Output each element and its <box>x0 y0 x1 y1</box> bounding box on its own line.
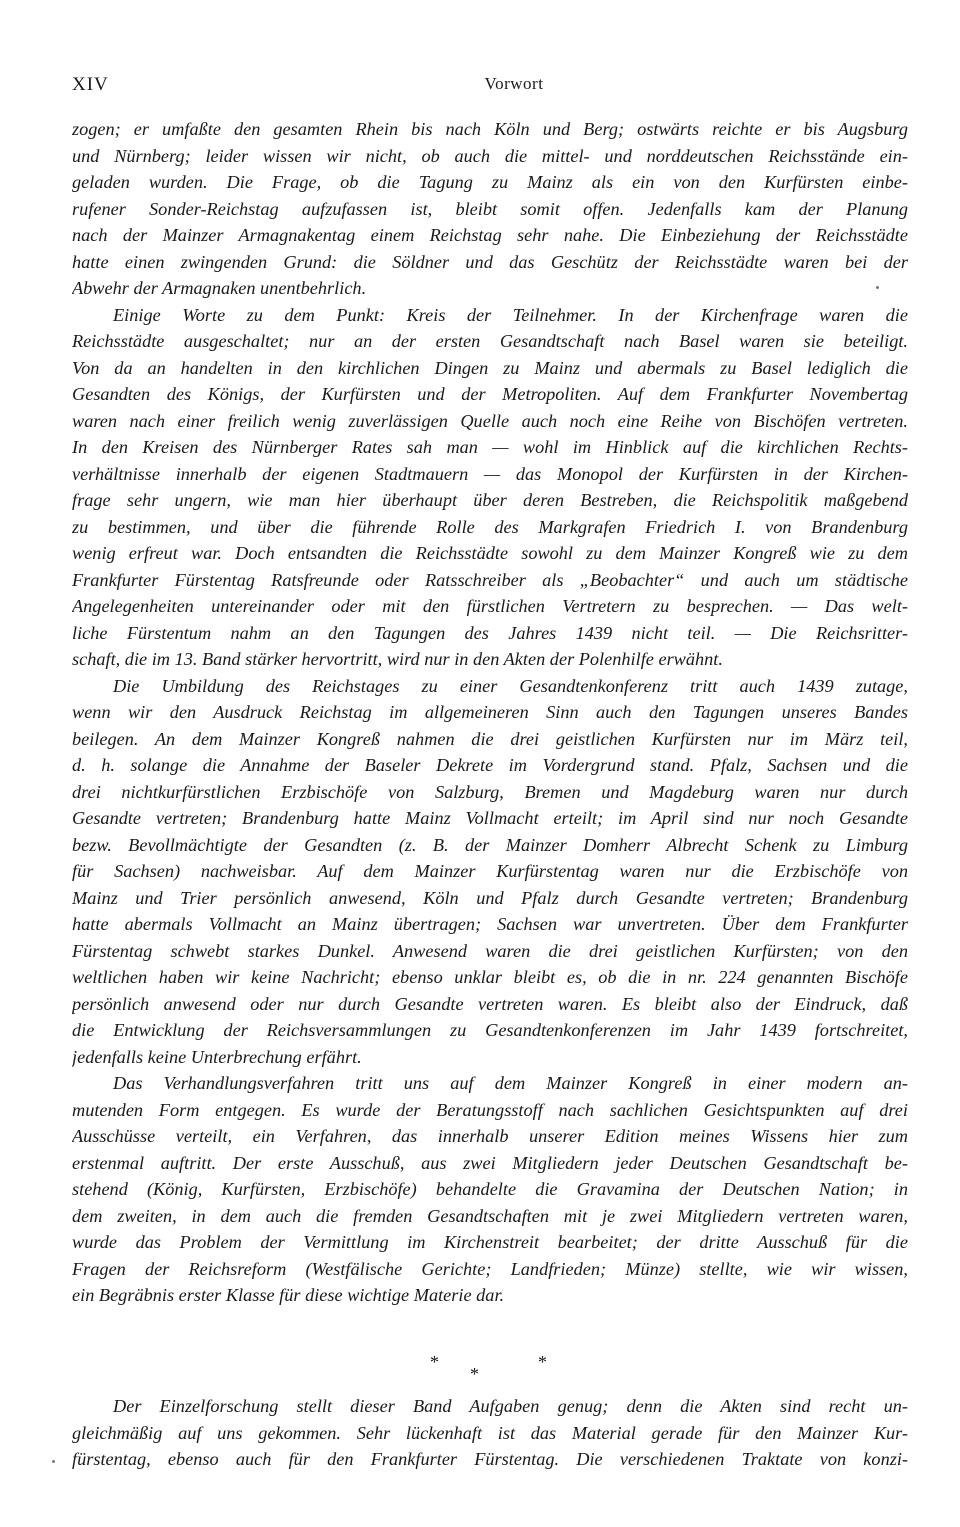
text-line: wurde das Problem der Vermittlung im Kirchenstreit bearbeitet; der dritte Ausschuß für die <box>72 1232 908 1252</box>
text-line: wenn wir den Ausdruck Reichstag im allgemeineren Sinn auch den Tagungen unseres Bandes <box>72 702 908 722</box>
asterisk: * <box>470 1364 479 1384</box>
text-line: Die Umbildung des Reichstages zu einer Gesandtenkonferenz tritt auch 1439 zutage, <box>113 675 908 696</box>
text-line: bezw. Bevollmächtigte der Gesandten (z. B. der Mainzer Domherr Albrecht Schenk zu Limburg <box>72 834 908 855</box>
asterisk: * <box>538 1352 547 1372</box>
text-line: Gesandte vertreten; Brandenburg hatte Mainz Vollmacht erteilt; im April sind nur noch Gesandte <box>72 808 908 828</box>
text-line: fürstentag, ebenso auch für den Frankfurter Fürstentag. Die verschiedenen Traktate von konzi- <box>72 1449 908 1469</box>
page-header <box>72 74 908 98</box>
text-line: wenig erfreut war. Doch entsandten die Reichsstädte sowohl zu dem Mainzer Kongreß wie zu dem <box>72 543 908 563</box>
text-line: Reichsstädte ausgeschaltet; nur an der ersten Gesandtschaft nach Basel waren sie beteiligt. <box>72 331 908 351</box>
text-line: Fragen der Reichsreform (Westfälische Gerichte; Landfrieden; Münze) stellte, wie wir wissen, <box>72 1258 908 1279</box>
print-speck <box>52 1460 55 1463</box>
text-line: schaft, die im 13. Band stärker hervortritt, wird nur in den Akten der Polenhilfe erwähnt. <box>72 649 723 669</box>
text-line: frage sehr ungern, wie man hier überhaupt über deren Bestreben, die Reichspolitik maßgebend <box>72 490 908 510</box>
text-line: Mainz und Trier persönlich anwesend, Köln und Pfalz durch Gesandte vertreten; Brandenburg <box>72 887 908 908</box>
text-line: rufener Sonder-Reichstag aufzufassen ist, bleibt somit offen. Jedenfalls kam der Planung <box>72 198 908 219</box>
text-line: drei nichtkurfürstlichen Erzbischöfe von Salzburg, Bremen und Magdeburg waren nur durch <box>72 781 908 802</box>
text-line: Angelegenheiten untereinander oder mit den fürstlichen Vertretern zu besprechen. — Das welt- <box>72 596 908 616</box>
text-line: mutenden Form entgegen. Es wurde der Beratungsstoff nach sachlichen Gesichtspunkten auf drei <box>72 1099 908 1120</box>
main-text <box>72 116 908 1309</box>
text-line: zu bestimmen, und über die führende Rolle des Markgrafen Friedrich I. von Brandenburg <box>72 516 908 537</box>
text-line: stehend (König, Kurfürsten, Erzbischöfe) behandelte die Gravamina der Deutschen Nation; in <box>72 1179 908 1199</box>
text-line: und Nürnberg; leider wissen wir nicht, ob auch die mittel- und norddeutschen Reichsstände ein- <box>72 145 908 166</box>
text-line: jedenfalls keine Unterbrechung erfährt. <box>72 1046 362 1067</box>
text-line: für Sachsen) nachweisbar. Auf dem Mainzer Kurfürstentag waren nur die Erzbischöfe von <box>72 861 908 881</box>
text-line: Das Verhandlungsverfahren tritt uns auf dem Mainzer Kongreß in einer modern an- <box>113 1073 908 1093</box>
text-line: Abwehr der Armagnaken unentbehrlich. <box>72 278 367 298</box>
text-line: In den Kreisen des Nürnberger Rates sah man — wohl im Hinblick auf die kirchlichen Rechts- <box>72 437 908 457</box>
page-number: XIV <box>72 74 109 95</box>
text-line: gleichmäßig auf uns gekommen. Sehr lückenhaft ist das Material gerade für den Mainzer Kur- <box>72 1422 908 1443</box>
section-separator <box>420 1352 550 1388</box>
text-line: Gesandten des Königs, der Kurfürsten und der Metropoliten. Auf dem Frankfurter Novembertag <box>72 384 908 404</box>
text-line: erstenmal auftritt. Der erste Ausschuß, aus zwei Mitgliedern jeder Deutschen Gesandtschaft be- <box>72 1152 908 1173</box>
text-line: hatte einen zwingenden Grund: die Söldner und das Geschütz der Reichsstädte waren bei der <box>72 251 908 272</box>
text-line: nach der Mainzer Armagnakentag einem Reichstag sehr nahe. Die Einbeziehung der Reichsstädte <box>72 225 908 245</box>
final-text <box>72 1393 908 1473</box>
text-line: Frankfurter Fürstentag Ratsfreunde oder Ratsschreiber als „Beobachter“ und auch um städtische <box>72 569 908 590</box>
text-line: d. h. solange die Annahme der Baseler Dekrete im Vordergrund stand. Pfalz, Sachsen und die <box>72 755 908 775</box>
text-line: Von da an handelten in den kirchlichen Dingen zu Mainz und abermals zu Basel lediglich die <box>72 357 908 378</box>
text-line: ein Begräbnis erster Klasse für diese wichtige Materie dar. <box>72 1285 505 1305</box>
text-line: Der Einzelforschung stellt dieser Band Aufgaben genug; denn die Akten sind recht un- <box>113 1396 908 1416</box>
text-line: Fürstentag schwebt starkes Dunkel. Anwesend waren die drei geistlichen Kurfürsten; von den <box>72 940 908 961</box>
running-title: Vorwort <box>484 74 544 93</box>
paragraph <box>72 673 908 1071</box>
asterisk: * <box>430 1352 439 1372</box>
paragraph <box>72 1070 908 1309</box>
text-line: beilegen. An dem Mainzer Kongreß nahmen die drei geistlichen Kurfürsten nur im März teil, <box>72 728 908 749</box>
text-line: Ausschüsse verteilt, ein Verfahren, das innerhalb unserer Edition meines Wissens hier zum <box>72 1126 908 1146</box>
text-line: liche Fürstentum nahm an den Tagungen des Jahres 1439 nicht teil. — Die Reichsritter- <box>72 622 908 643</box>
text-line: zogen; er umfaßte den gesamten Rhein bis nach Köln und Berg; ostwärts reichte er bis Augsburg <box>72 119 908 139</box>
paragraph <box>72 116 908 302</box>
text-line: die Entwicklung der Reichsversammlungen zu Gesandtenkonferenzen im Jahr 1439 fortschreitet, <box>72 1020 908 1040</box>
text-line: hatte abermals Vollmacht an Mainz übertragen; Sachsen war unvertreten. Über dem Frankfurter <box>72 914 908 934</box>
text-line: waren nach einer freilich wenig zuverlässigen Quelle auch noch eine Reihe von Bischöfen vertreten. <box>72 410 908 431</box>
text-line: verhältnisse innerhalb der eigenen Stadtmauern — das Monopol der Kurfürsten in der Kirchen- <box>72 463 908 484</box>
text-line: Einige Worte zu dem Punkt: Kreis der Teilnehmer. In der Kirchenfrage waren die <box>113 304 908 325</box>
text-line: geladen wurden. Die Frage, ob die Tagung zu Mainz als ein von den Kurfürsten einbe- <box>72 172 908 192</box>
text-line: dem zweiten, in dem auch die fremden Gesandtschaften mit je zwei Mitgliedern vertreten waren, <box>72 1205 908 1226</box>
print-speck <box>876 286 879 289</box>
text-line: weltlichen haben wir keine Nachricht; ebenso unklar bleibt es, ob die in nr. 224 genannten Bischöfe <box>72 967 908 987</box>
text-line: persönlich anwesend oder nur durch Gesandte vertreten waren. Es bleibt also der Eindruck, daß <box>72 993 908 1014</box>
paragraph <box>72 302 908 673</box>
